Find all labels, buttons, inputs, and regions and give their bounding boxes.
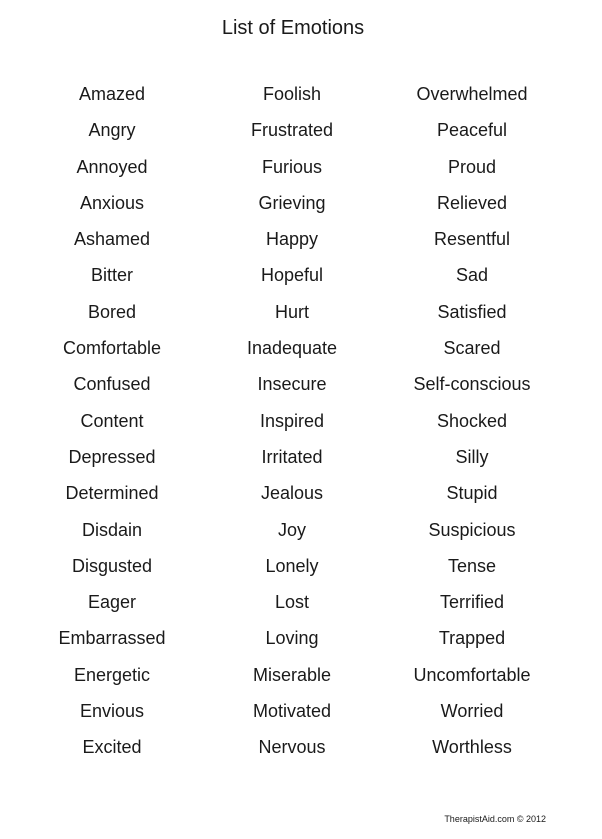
emotion-column-1	[22, 81, 202, 771]
emotion-word: Jealous	[260, 483, 324, 504]
emotion-word: Worried	[440, 701, 504, 722]
emotion-word: Frustrated	[250, 120, 334, 141]
emotion-word: Confused	[73, 374, 151, 395]
emotion-word: Peaceful	[436, 120, 508, 141]
emotion-word: Scared	[443, 338, 501, 359]
emotion-word: Envious	[79, 701, 145, 722]
emotion-word: Joy	[277, 519, 306, 540]
emotion-word: Inspired	[259, 410, 325, 431]
emotion-word: Bitter	[90, 265, 133, 286]
emotion-word: Energetic	[73, 664, 151, 685]
emotion-word: Nervous	[258, 737, 326, 758]
emotion-word: Anxious	[79, 192, 145, 213]
emotion-word: Proud	[447, 156, 497, 177]
emotion-word: Furious	[261, 156, 323, 177]
emotion-word: Ashamed	[73, 229, 151, 250]
emotion-word: Depressed	[68, 446, 156, 467]
emotion-word: Amazed	[78, 84, 146, 104]
emotion-word: Excited	[82, 737, 142, 758]
copyright-footer: TherapistAid.com © 2012	[444, 814, 546, 824]
emotion-word: Insecure	[257, 374, 327, 395]
emotion-word: Comfortable	[62, 338, 162, 359]
emotion-word: Disgusted	[71, 555, 153, 576]
emotion-word: Foolish	[262, 84, 322, 104]
emotion-word: Bored	[87, 301, 137, 322]
emotion-word: Happy	[265, 229, 319, 250]
emotion-word: Satisfied	[437, 301, 507, 322]
emotion-word: Shocked	[436, 410, 508, 431]
emotion-word: Angry	[88, 120, 136, 141]
emotion-word: Grieving	[258, 192, 326, 213]
emotion-word: Annoyed	[76, 156, 148, 177]
emotion-word: Stupid	[446, 483, 498, 504]
emotion-word: Resentful	[433, 229, 511, 250]
emotion-word: Lost	[274, 592, 310, 613]
emotion-columns	[22, 81, 562, 771]
emotion-word: Inadequate	[246, 338, 338, 359]
emotion-column-2	[202, 81, 382, 771]
emotion-column-3	[382, 81, 562, 771]
emotion-word: Hopeful	[260, 265, 324, 286]
emotion-word: Suspicious	[428, 519, 516, 540]
emotion-word: Trapped	[438, 628, 506, 649]
emotion-word: Terrified	[439, 592, 505, 613]
emotion-word: Loving	[265, 628, 319, 649]
emotion-word: Disdain	[81, 519, 143, 540]
emotion-word: Self-conscious	[413, 374, 531, 395]
emotion-word: Irritated	[261, 446, 323, 467]
emotion-word: Embarrassed	[58, 628, 166, 649]
emotion-word: Tense	[447, 555, 497, 576]
emotion-word: Uncomfortable	[413, 664, 531, 685]
emotion-word: Worthless	[432, 737, 512, 758]
emotion-word: Silly	[455, 446, 489, 467]
page-title: List of Emotions	[221, 17, 365, 39]
emotion-word: Relieved	[436, 192, 508, 213]
emotion-word: Miserable	[252, 664, 332, 685]
emotion-word: Overwhelmed	[416, 84, 528, 104]
emotion-word: Determined	[65, 483, 159, 504]
emotion-word: Hurt	[274, 301, 309, 322]
emotion-word: Motivated	[252, 701, 332, 722]
emotion-word: Eager	[87, 592, 137, 613]
emotion-word: Content	[80, 410, 144, 431]
emotion-word: Lonely	[265, 555, 319, 576]
emotion-word: Sad	[455, 265, 489, 286]
